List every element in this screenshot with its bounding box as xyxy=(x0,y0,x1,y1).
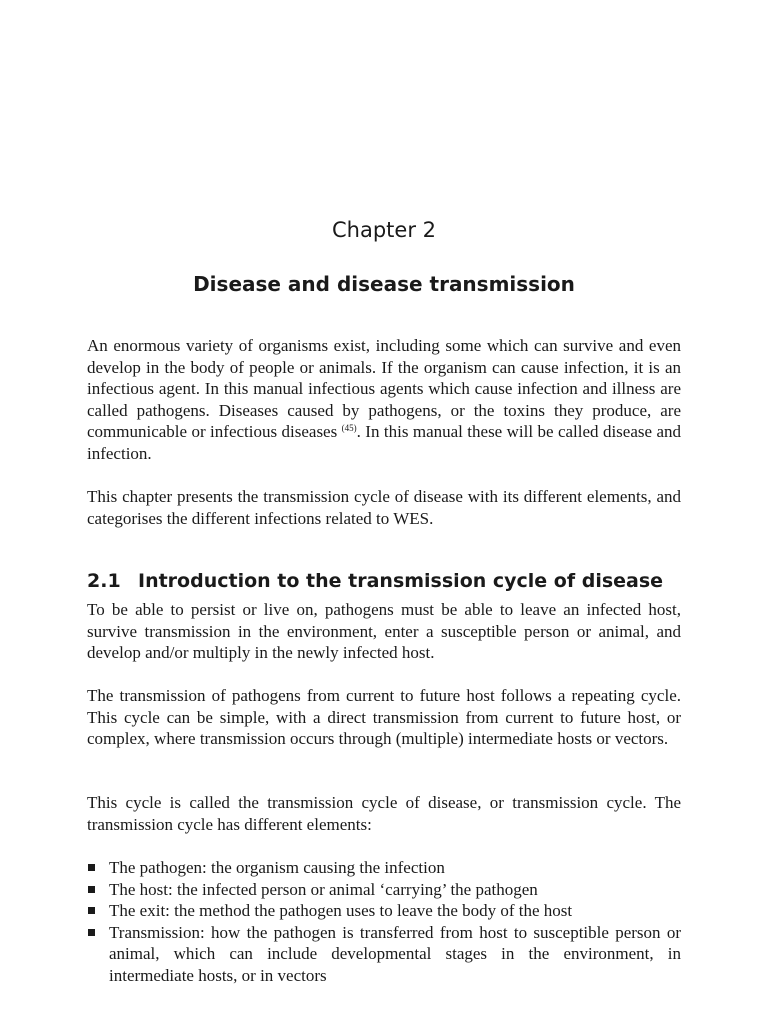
section-number: 2.1 xyxy=(87,570,121,592)
section-paragraph-2 xyxy=(87,685,681,750)
list-item xyxy=(87,922,681,987)
list-item-text: Transmission: how the pathogen is transferred from host to susceptible person or animal, which can include developmental stages in the environment, in intermediate hosts, or in vectors xyxy=(109,922,681,985)
intro-paragraph-1-tail: . In this manual these will be called disease and infection. xyxy=(87,422,682,463)
square-bullet-icon xyxy=(88,886,95,893)
chapter-label: Chapter 2 xyxy=(332,218,436,242)
square-bullet-icon xyxy=(88,864,95,871)
intro-paragraph-1-text: An enormous variety of organisms exist, including some which can survive and even develop in the body of people or animals. If the organism can cause infection, it is an infectious agent. In this manual infectious agents which cause infection and illness are called pathogens. Diseases caused by pathogens, or the toxins they produce, are communicable or infectious diseases xyxy=(87,336,681,442)
intro-paragraph-2 xyxy=(87,486,681,529)
intro-paragraph-1 xyxy=(87,335,681,465)
section-title: Introduction to the transmission cycle of disease xyxy=(138,570,664,592)
intro-paragraph-2-text: This chapter presents the transmission cycle of disease with its different elements, and categorises the different infections related to WES. xyxy=(87,487,681,528)
list-item-text: The pathogen: the organism causing the infection xyxy=(109,858,445,877)
section-paragraph-2-text: The transmission of pathogens from current to future host follows a repeating cycle. This cycle can be simple, with a direct transmission from current to future host, or complex, where transmission occurs through (multiple) intermediate hosts or vectors. xyxy=(87,686,681,749)
list-item xyxy=(87,900,681,922)
section-heading xyxy=(87,570,687,592)
list-item xyxy=(87,857,681,879)
list-item-text: The host: the infected person or animal ‘carrying’ the pathogen xyxy=(109,879,538,899)
section-paragraph-1 xyxy=(87,599,681,664)
chapter-title: Disease and disease transmission xyxy=(193,272,575,296)
square-bullet-icon xyxy=(88,907,95,914)
section-paragraph-3-text: This cycle is called the transmission cycle of disease, or transmission cycle. The transmission cycle has different elements: xyxy=(87,793,681,834)
list-item-text: The exit: the method the pathogen uses to leave the body of the host xyxy=(109,901,573,921)
square-bullet-icon xyxy=(88,929,95,936)
reference-superscript: (45) xyxy=(341,423,357,434)
section-paragraph-1-text: To be able to persist or live on, pathogens must be able to leave an infected host, survive transmission in the environment, enter a susceptible person or animal, and develop and/or multiply in the newly infected host. xyxy=(87,600,681,663)
list-item xyxy=(87,879,681,901)
section-paragraph-3 xyxy=(87,792,681,835)
transmission-elements-list xyxy=(87,857,681,987)
